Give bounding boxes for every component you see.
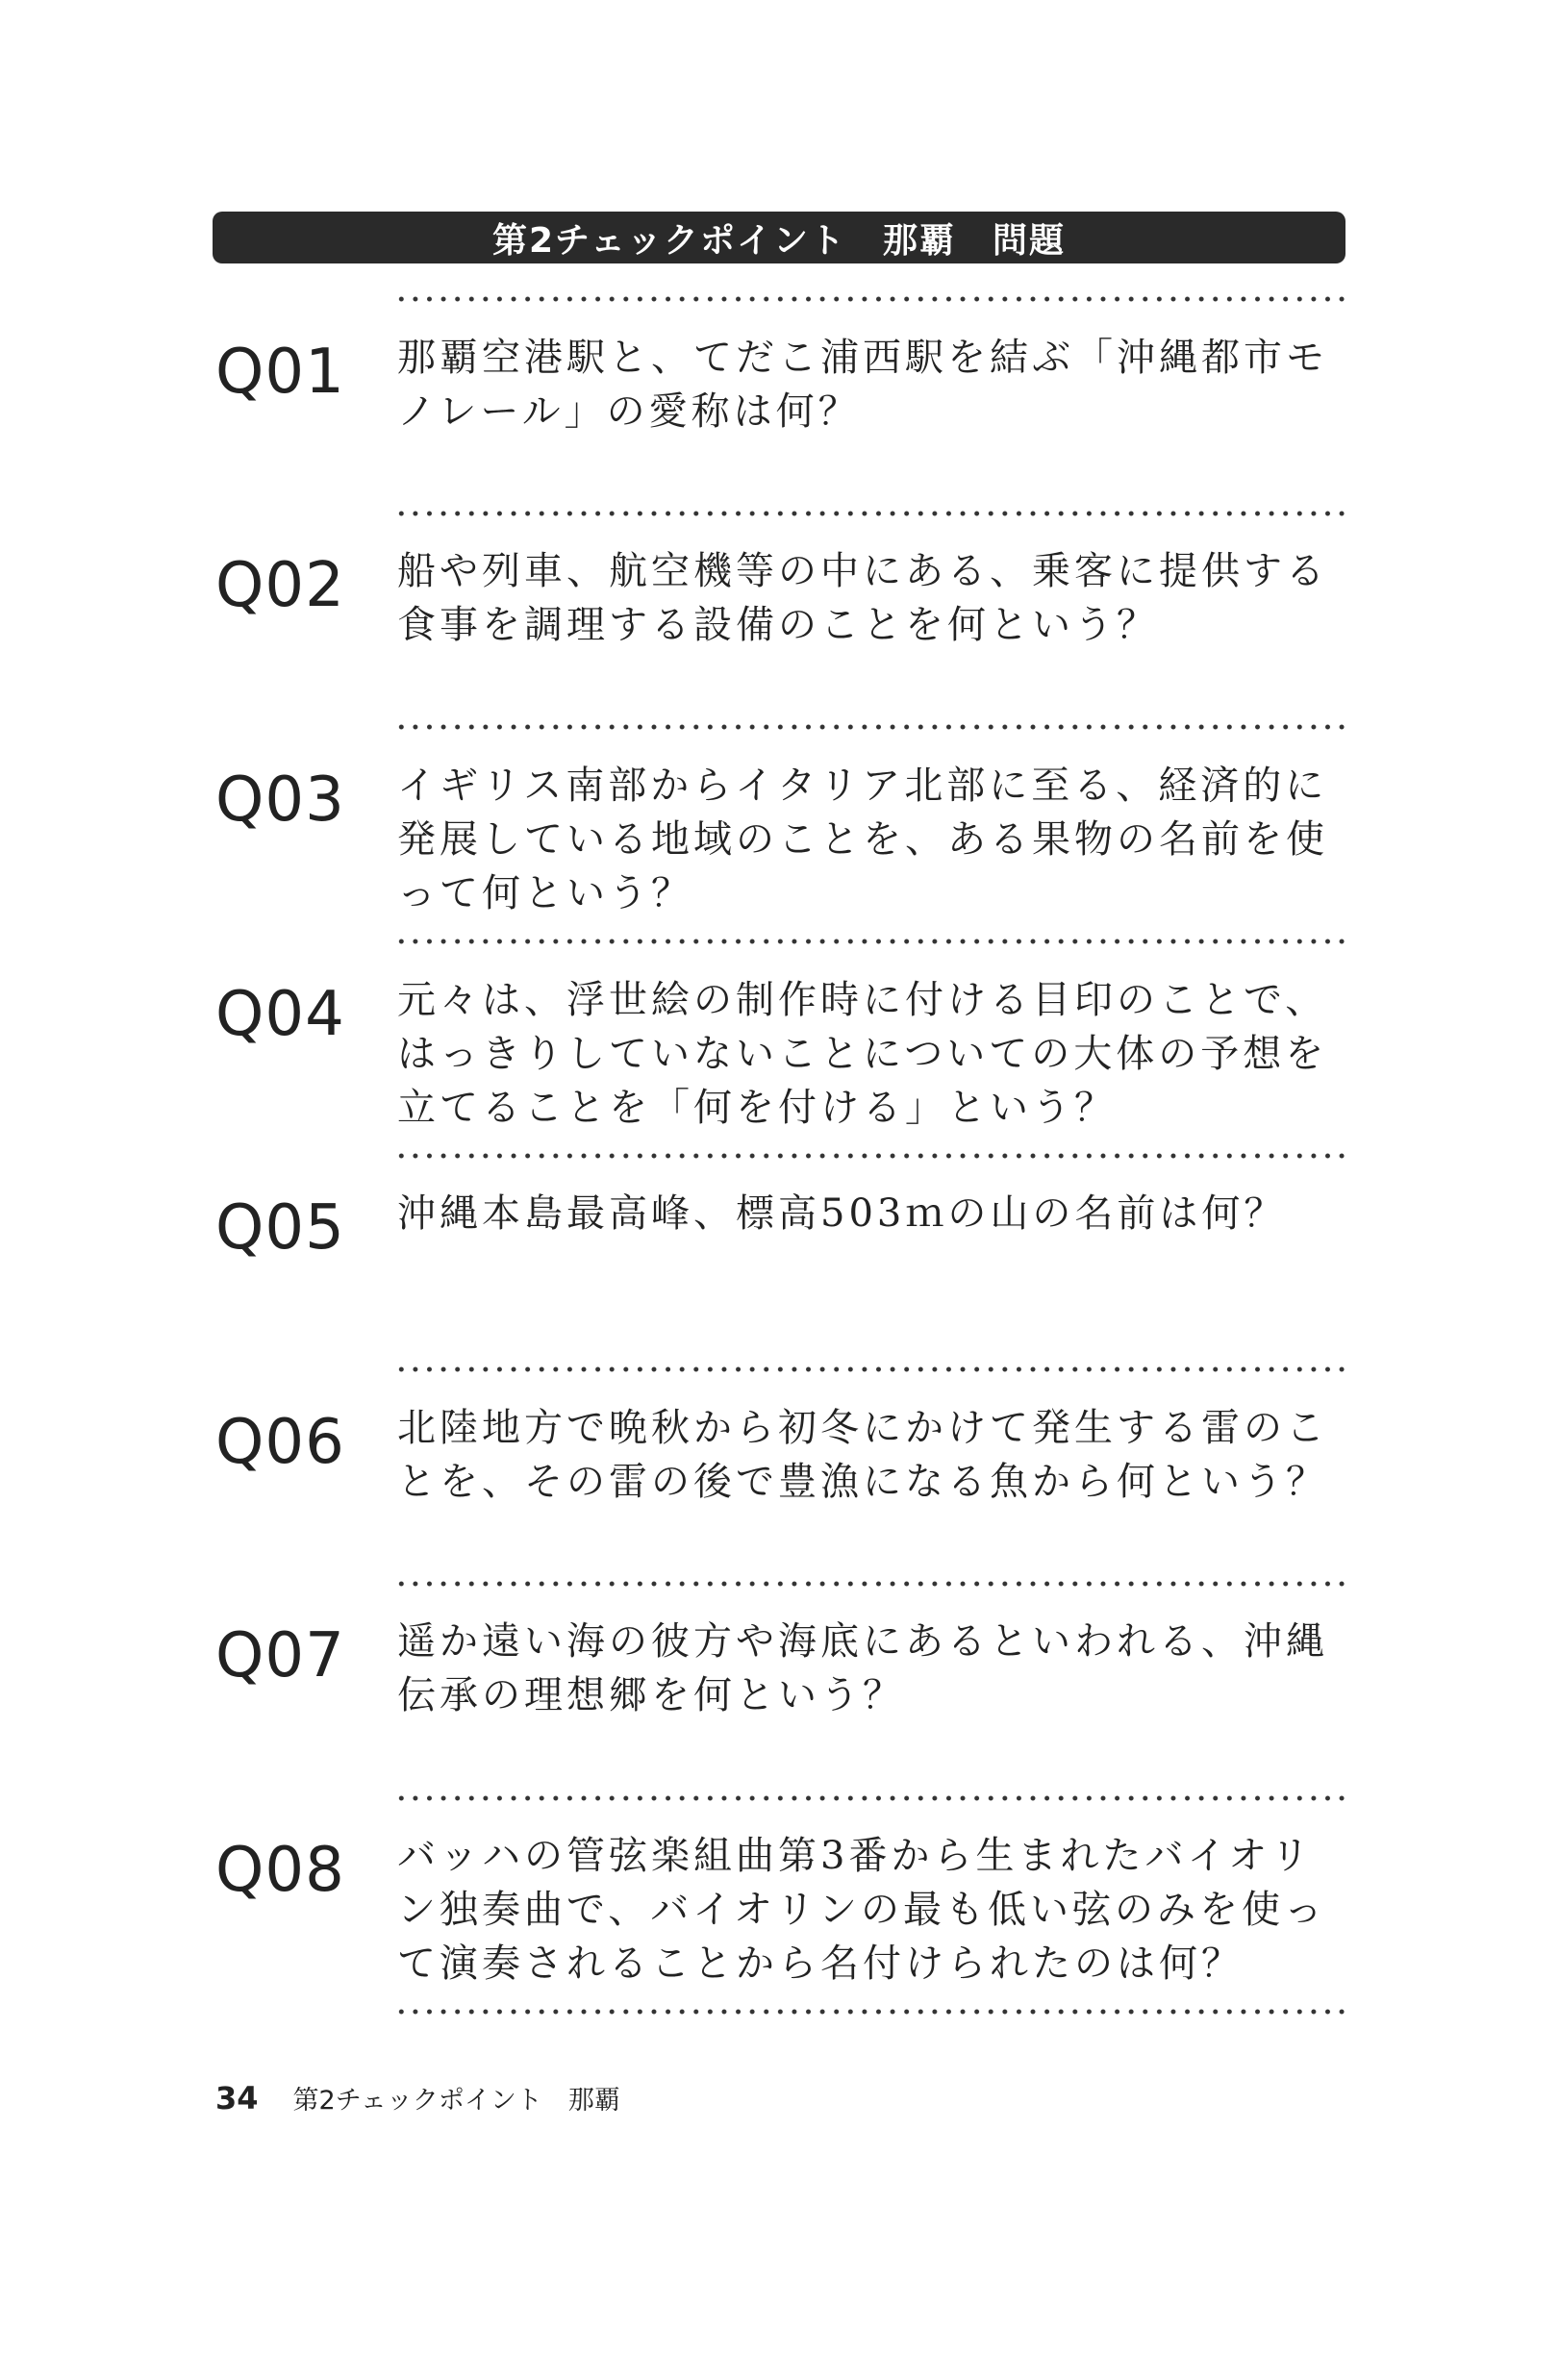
dotted-divider: [394, 1366, 1348, 1372]
question-text: イギリス南部からイタリア北部に至る、経済的に発展している地域のことを、ある果物の名前を使って何という？: [397, 764, 1328, 915]
question-text: 遥か遠い海の彼方や海底にあるといわれる、沖縄伝承の理想郷を何という？: [397, 1619, 1328, 1717]
question-number: Q04: [215, 979, 345, 1050]
question-text: 北陸地方で晩秋から初冬にかけて発生する雷のことを、その雷の後で豊漁になる魚から何という？: [397, 1406, 1328, 1504]
dotted-divider: [394, 511, 1348, 516]
page-number: 34: [215, 2080, 259, 2117]
dotted-divider: [394, 939, 1348, 944]
dotted-divider: [394, 724, 1348, 730]
section-header-bar: [213, 212, 1345, 263]
question-text: 沖縄本島最高峰、標高503ｍの山の名前は何？: [397, 1191, 1287, 1236]
dotted-divider: [394, 1795, 1348, 1801]
question-number: Q05: [215, 1192, 345, 1264]
running-footer-label: 第2チェックポイント 那覇: [292, 2086, 620, 2116]
question-text: 那覇空港駅と、てだこ浦西駅を結ぶ「沖縄都市モノレール」の愛称は何？: [397, 336, 1328, 434]
question-number: Q08: [215, 1835, 345, 1906]
section-title: 第2チェックポイント 那覇 問題: [492, 220, 1066, 261]
dotted-divider: [394, 1581, 1348, 1587]
question-number: Q02: [215, 550, 345, 621]
question-text: バッハの管弦楽組曲第3番から生まれたバイオリン独奏曲で、バイオリンの最も低い弦のみを使って演奏されることから名付けられたのは何？: [397, 1834, 1326, 1986]
question-text: 元々は、浮世絵の制作時に付ける目印のことで、はっきりしていないことについての大体の予想を立てることを「何を付ける」という？: [397, 978, 1328, 1130]
question-number: Q03: [215, 764, 345, 836]
dotted-divider: [394, 296, 1348, 302]
question-text: 船や列車、航空機等の中にある、乗客に提供する食事を調理する設備のことを何という？: [397, 549, 1328, 647]
question-number: Q07: [215, 1620, 345, 1691]
question-number: Q06: [215, 1407, 345, 1478]
question-number: Q01: [215, 337, 345, 408]
dotted-divider: [394, 1153, 1348, 1159]
dotted-divider: [394, 2009, 1348, 2015]
page-footer: [215, 2079, 620, 2117]
